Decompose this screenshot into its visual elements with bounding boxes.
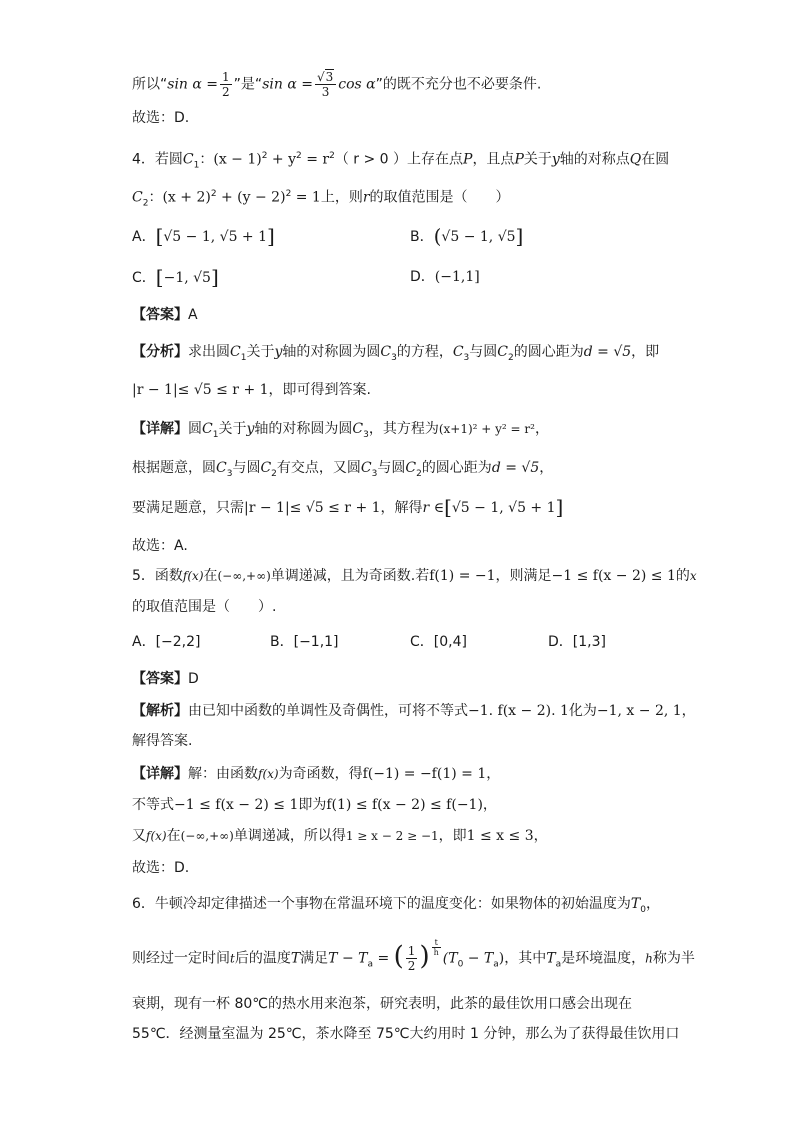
subscript: 2 xyxy=(142,198,149,209)
text: 轴的对称圆为圆 xyxy=(282,344,381,360)
answer-value: D xyxy=(188,671,199,687)
math: (x − 1) xyxy=(213,151,262,168)
text: 与圆 xyxy=(469,344,498,360)
q5-option-a: A．[−2,2] xyxy=(132,634,201,650)
subscript: 2 xyxy=(508,352,514,363)
math-p: P xyxy=(514,151,524,168)
text: 6．牛顿冷却定律描述一个事物在常温环境下的温度变化：如果物体的初始温度为 xyxy=(132,896,631,912)
superscript: 2 xyxy=(296,151,302,161)
analysis-tag: 【分析】 xyxy=(132,344,188,360)
q4-analysis-line2 xyxy=(132,380,371,400)
option-label: B． xyxy=(410,229,434,245)
frac-num: √3 xyxy=(315,70,336,85)
math: f(x) xyxy=(182,569,204,583)
option-value: √5 − 1, √5 + 1 xyxy=(163,229,268,245)
detail-tag: 【详解】 xyxy=(132,766,188,782)
option-label: D． xyxy=(410,269,435,285)
q5-analysis-line2: 解得答案. xyxy=(132,733,193,749)
math: −1 ≤ f(x − 2) ≤ 1 xyxy=(174,797,299,813)
text: 的圆心距为 xyxy=(513,344,584,360)
math: 1 ≥ x − 2 ≥ −1 xyxy=(345,829,439,843)
math-cos: cos α xyxy=(338,76,376,93)
frac-num: 1 xyxy=(407,944,416,958)
math-c: C xyxy=(132,189,143,206)
text: 4．若圆 xyxy=(132,151,183,168)
math: f(−1) = −f(1) = 1 xyxy=(362,766,487,782)
math-y: y xyxy=(551,151,560,168)
math: f(x) xyxy=(258,767,279,781)
subscript: 1 xyxy=(240,352,247,363)
text: ， xyxy=(482,797,497,813)
math-c: C xyxy=(360,460,372,476)
text: ， xyxy=(533,828,548,844)
math: −1, x − 2, 1 xyxy=(596,703,682,719)
option-label: C． xyxy=(132,270,156,286)
text: 的方程， xyxy=(396,344,453,360)
math-q: Q xyxy=(629,151,642,168)
subscript: a xyxy=(555,959,562,970)
q4-stem-line1 xyxy=(132,146,669,175)
subscript: 0 xyxy=(457,959,464,970)
q5-detail-line3 xyxy=(132,826,548,846)
q4-final: 故选：A. xyxy=(132,538,188,554)
q5-detail-line2 xyxy=(132,795,497,815)
math-t: t xyxy=(230,951,235,966)
text: ， xyxy=(534,421,549,437)
text: 轴的对称点 xyxy=(559,151,630,168)
text: ， xyxy=(645,896,660,912)
math: − T xyxy=(463,950,494,967)
q5-stem-line2: 的取值范围是（ ）. xyxy=(132,599,277,615)
text: 在圆 xyxy=(641,151,670,168)
frac-num: 1 xyxy=(222,70,230,84)
q5-stem-line1 xyxy=(132,566,697,586)
math: d = √5 xyxy=(583,344,632,360)
math-h: h xyxy=(645,951,653,966)
option-value: (−1,1] xyxy=(434,269,480,285)
math: d = √5 xyxy=(491,460,540,476)
text: 关于 xyxy=(218,421,247,437)
frac-num: t xyxy=(432,938,441,948)
math-c: C xyxy=(452,344,464,360)
text: 单调递减，且为奇函数.若 xyxy=(270,568,430,584)
text: 求出圆 xyxy=(188,344,230,360)
text: 圆 xyxy=(188,421,202,437)
math-x: x xyxy=(689,569,697,583)
math: (T xyxy=(442,950,458,967)
math-c: C xyxy=(352,421,364,437)
subscript: 0 xyxy=(640,904,646,915)
superscript: 2 xyxy=(261,151,268,161)
math: |r − 1|≤ √5 ≤ r + 1 xyxy=(132,382,269,398)
math: |r − 1|≤ √5 ≤ r + 1 xyxy=(244,500,381,516)
text: ”是“ xyxy=(233,76,263,93)
text: 称为半 xyxy=(652,950,695,967)
text: 在 xyxy=(203,568,218,584)
math-r: r xyxy=(362,189,370,206)
q4-options-row1 xyxy=(132,226,275,247)
q4-answer xyxy=(132,305,198,325)
text: （ r > 0 ）上存在点 xyxy=(334,151,464,168)
math: −1 ≤ f(x − 2) ≤ 1 xyxy=(551,568,676,584)
superscript: 2 xyxy=(210,189,217,199)
option-a: A．[√5 − 1, √5 + 1] xyxy=(132,224,275,248)
text: 关于 xyxy=(246,344,275,360)
text: ，则满足 xyxy=(495,568,552,584)
math-c: C xyxy=(260,460,272,476)
option-label: A． xyxy=(132,229,156,245)
text: 与圆 xyxy=(232,460,261,476)
text: 5．函数 xyxy=(132,568,183,584)
subscript: a xyxy=(367,959,373,970)
q3-conclusion-line xyxy=(132,70,541,99)
frac-den: 3 xyxy=(321,85,330,99)
q6-line3: 衰期，现有一杯 80℃的热水用来泡茶，研究表明，此茶的最佳饮用口感会出现在 xyxy=(132,996,632,1012)
math: −1. f(x − 2). 1 xyxy=(468,703,569,719)
math-t: T xyxy=(290,950,301,967)
math: 1 ≤ x ≤ 3 xyxy=(466,828,534,844)
text: 是环境温度， xyxy=(561,950,646,967)
q4-detail-line1: 【详解】圆$C_1$关于y轴的对称圆为圆$C_3$，其方程为(x+1)² + y² = r²， xyxy=(132,421,549,440)
math-c: C xyxy=(405,460,417,476)
math: + (y − 2) xyxy=(216,189,286,206)
text: 轴的对称圆为圆 xyxy=(254,421,353,437)
math: ) xyxy=(498,950,505,967)
text: 在 xyxy=(166,828,181,844)
text: ”的既不充分也不必要条件. xyxy=(375,76,542,93)
detail-tag: 【详解】 xyxy=(132,421,188,437)
math: f(x) xyxy=(146,829,167,843)
math-c: C xyxy=(380,344,392,360)
answer-tag: 【答案】 xyxy=(132,671,188,687)
text: 单调递减，所以得 xyxy=(233,828,346,844)
text: ，其中 xyxy=(504,950,547,967)
math: = xyxy=(373,950,394,967)
math: f(1) = −1 xyxy=(429,568,496,584)
math-sin: sin α = xyxy=(167,76,219,93)
text: 的圆心距为 xyxy=(421,460,492,476)
text: 满足 xyxy=(300,950,329,967)
math-t: T xyxy=(630,896,641,912)
radicand: 3 xyxy=(325,70,334,84)
text: ， xyxy=(681,703,696,719)
math: r ∈ xyxy=(422,500,445,516)
q3-answer-line: 故选：D. xyxy=(132,110,190,126)
math-c: C xyxy=(497,344,508,360)
q5-final: 故选：D. xyxy=(132,860,190,876)
text: 又 xyxy=(132,828,146,844)
subscript: 1 xyxy=(193,160,200,171)
text: ， xyxy=(486,766,501,782)
frac-den: 2 xyxy=(407,959,416,973)
q6-line2: 则经过一定时间t后的温度T满足$T - T_a$ = ( $\frac{1}{2}$ ) $\frac{t}{h}$ $(T_0 - T_a)$，其中$T_a$是环境温度，h称为半 xyxy=(132,938,695,973)
text: ： xyxy=(199,151,214,168)
text: ，解得 xyxy=(380,500,423,516)
q4-analysis-line1: 【分析】求出圆$C_1$关于y轴的对称圆为圆$C_3$的方程，$C_3$与圆$C_2$的圆心距为d = √5，即 xyxy=(132,344,660,363)
math: + y xyxy=(267,151,297,168)
text: 由已知中函数的单调性及奇偶性，可将不等式 xyxy=(188,703,468,719)
text: ，即可得到答案. xyxy=(268,382,371,398)
subscript: 2 xyxy=(416,468,422,479)
text: 关于 xyxy=(523,151,552,168)
text: 与圆 xyxy=(377,460,406,476)
math: (−∞,+∞) xyxy=(217,569,271,583)
math: = r xyxy=(301,151,330,168)
math: = 1 xyxy=(291,189,321,206)
math-c: C xyxy=(202,421,213,437)
option-value: −1, √5 xyxy=(163,270,211,286)
text: 即为 xyxy=(298,797,327,813)
option-b: B．(√5 − 1, √5] xyxy=(410,224,524,248)
math: (x+1)² + y² = r² xyxy=(438,422,535,436)
text: ，其方程为 xyxy=(368,421,439,437)
option-c: C．[−1, √5] xyxy=(132,265,219,289)
text: 解：由函数 xyxy=(188,766,258,782)
math-c: C xyxy=(182,151,194,168)
text: ，即 xyxy=(631,344,660,360)
fraction-sqrt3 xyxy=(315,70,336,99)
text: 为奇函数，得 xyxy=(278,766,363,782)
subscript: 2 xyxy=(271,468,277,479)
superscript: 2 xyxy=(329,151,335,161)
subscript: a xyxy=(493,959,499,970)
subscript: 1 xyxy=(212,429,219,440)
math-y: y xyxy=(274,344,283,360)
fraction-half xyxy=(406,944,418,973)
math-p: P xyxy=(463,151,473,168)
text: 的取值范围是（ ） xyxy=(369,189,510,206)
text: 要满足题意，只需 xyxy=(132,500,244,516)
superscript: 2 xyxy=(285,189,292,199)
text: 后的温度 xyxy=(234,950,291,967)
text: 化为 xyxy=(568,703,597,719)
q5-answer xyxy=(132,669,199,689)
text: 不等式 xyxy=(132,797,174,813)
q5-option-d: D．[1,3] xyxy=(548,634,606,650)
answer-value: A xyxy=(188,307,198,323)
text: ， xyxy=(539,460,554,476)
option-value: √5 − 1, √5 xyxy=(441,229,516,245)
frac-den: 2 xyxy=(222,85,230,99)
q4-detail-line2: 根据题意，圆$C_3$与圆$C_2$有交点，又圆$C_3$与圆$C_2$的圆心距为d = √5， xyxy=(132,460,554,479)
q5-analysis-line1 xyxy=(132,701,696,721)
analysis-tag: 【解析】 xyxy=(132,703,188,719)
math: √5 − 1, √5 + 1 xyxy=(451,500,556,516)
text: 所以“ xyxy=(132,76,168,93)
math: (−∞,+∞) xyxy=(180,829,234,843)
text: 则经过一定时间 xyxy=(132,950,230,967)
math: ：(x + 2) xyxy=(148,189,211,206)
text: 有交点，又圆 xyxy=(276,460,361,476)
math: f(1) ≤ f(x − 2) ≤ f(−1) xyxy=(326,797,483,813)
fraction-half xyxy=(220,70,232,99)
math: T − T xyxy=(328,950,368,967)
q5-detail-line1 xyxy=(132,764,500,784)
math-t: T xyxy=(546,950,556,967)
math-c: C xyxy=(216,460,227,476)
q6-line1 xyxy=(132,894,660,920)
math-y: y xyxy=(246,421,255,437)
text: 的 xyxy=(675,568,690,584)
q6-line4: 55℃．经测量室温为 25℃，茶水降至 75℃大约用时 1 分钟，那么为了获得最佳饮用口 xyxy=(132,1026,680,1042)
option-d xyxy=(410,267,480,287)
q5-option-c: C．[0,4] xyxy=(410,634,467,650)
q4-detail-line3: 要满足题意，只需|r − 1|≤ √5 ≤ r + 1，解得r ∈[√5 − 1, √5 + 1] xyxy=(132,495,564,519)
q4-stem-line2 xyxy=(132,184,510,213)
text: ，即 xyxy=(438,828,467,844)
answer-tag: 【答案】 xyxy=(132,307,188,323)
math-sin: sin α = xyxy=(262,76,313,93)
text: ，且点 xyxy=(472,151,515,168)
math-c: C xyxy=(230,344,241,360)
text: 根据题意，圆 xyxy=(132,460,216,476)
exponent-fraction xyxy=(432,938,441,957)
frac-den: h xyxy=(433,948,439,957)
text: 上，则 xyxy=(320,189,363,206)
q5-option-b: B．[−1,1] xyxy=(270,634,339,650)
